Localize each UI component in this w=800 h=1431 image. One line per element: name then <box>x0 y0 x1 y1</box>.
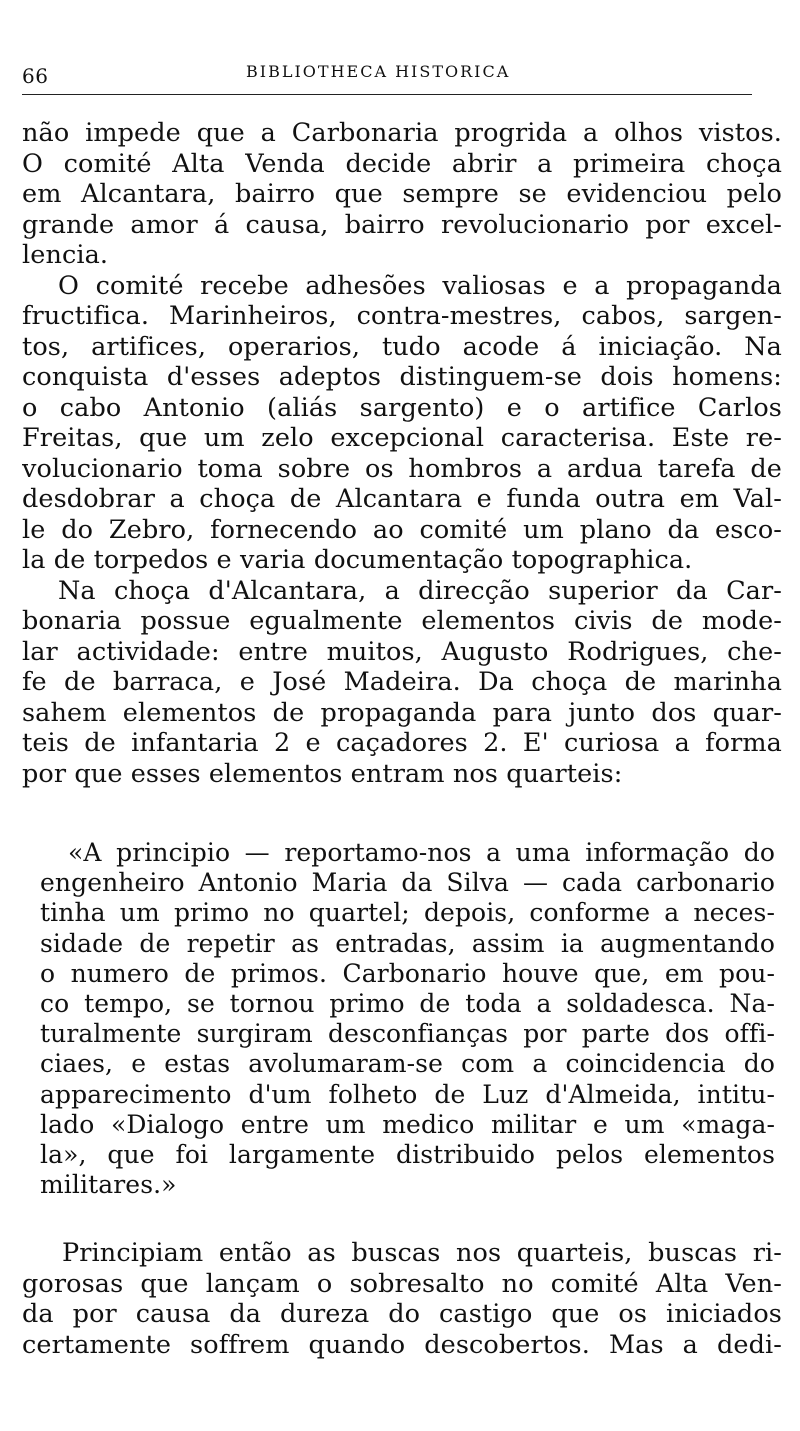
text-line: fructifica. Marinheiros, contra-mestres, cabos, sargen- <box>22 301 782 331</box>
quote-line: apparecimento d'um folheto de Luz d'Almeida, intitu- <box>40 1079 775 1109</box>
text-line: teis de infantaria 2 e caçadores 2. E' curiosa a forma <box>22 728 782 758</box>
text-line: O comité recebe adhesões valiosas e a propaganda <box>58 270 782 301</box>
main-text <box>22 118 782 789</box>
quote-line: co tempo, se tornou primo de toda a soldadesca. Na- <box>40 989 775 1019</box>
text-line: bonaria possue egualmente elementos civis de mode- <box>22 606 782 636</box>
running-title: BIBLIOTHECA HISTORICA <box>246 62 511 81</box>
quote-line: ciaes, e estas avolumaram-se com a coincidencia do <box>40 1049 775 1079</box>
quote-line: o numero de primos. Carbonario houve que, em pou- <box>40 958 775 988</box>
closing-paragraph <box>22 1238 782 1360</box>
page-header <box>22 58 752 95</box>
quote-line: tinha um primo no quartel; depois, conforme a neces- <box>40 898 775 928</box>
text-line: gorosas que lançam o sobresalto no comité Alta Ven- <box>22 1268 782 1299</box>
quote-line: la», que foi largamente distribuido pelos elementos <box>40 1140 775 1170</box>
text-line: O comité Alta Venda decide abrir a primeira choça <box>22 148 782 179</box>
text-line: Freitas, que um zelo excepcional caracterisa. Este re- <box>22 423 782 453</box>
text-line: volucionario toma sobre os hombros a ardua tarefa de <box>22 453 782 484</box>
quote-line: lado «Dialogo entre um medico militar e um «maga- <box>40 1109 775 1139</box>
text-line: por que esses elementos entram nos quarteis: <box>22 758 623 789</box>
text-line: não impede que a Carbonaria progrida a olhos vistos. <box>22 118 782 148</box>
text-line: la de torpedos e varia documentação topographica. <box>22 545 693 575</box>
text-line: desdobrar a choça de Alcantara e funda outra em Val- <box>22 484 782 514</box>
text-line: certamente soffrem quando descobertos. Mas a dedi- <box>22 1329 782 1360</box>
text-line: da por causa da dureza do castigo que os iniciados <box>22 1299 782 1329</box>
quote-line: «A principio — reportamo-nos a uma informação do <box>68 838 775 867</box>
quote-line: turalmente surgiram desconfianças por parte dos offi- <box>40 1019 775 1049</box>
text-line: tos, artifices, operarios, tudo acode á iniciação. Na <box>22 331 782 362</box>
quote-line: militares.» <box>40 1170 177 1200</box>
text-line: le do Zebro, fornecendo ao comité um plano da esco- <box>22 514 782 545</box>
text-line: em Alcantara, bairro que sempre se evidenciou pelo <box>22 179 782 209</box>
page-number: 66 <box>22 64 49 88</box>
quote-line: sidade de repetir as entradas, assim ia augmentando <box>40 928 775 958</box>
text-line: lar actividade: entre muitos, Augusto Rodrigues, che- <box>22 636 782 667</box>
text-line: conquista d'esses adeptos distinguem-se dois homens: <box>22 362 782 392</box>
text-line: sahem elementos de propaganda para junto dos quar- <box>22 697 782 728</box>
text-line: Principiam então as buscas nos quarteis, buscas ri- <box>62 1238 782 1268</box>
text-line: Na choça d'Alcantara, a direcção superior da Car- <box>58 575 782 606</box>
text-line: fe de barraca, e José Madeira. Da choça de marinha <box>22 667 782 697</box>
quote-line: engenheiro Antonio Maria da Silva — cada carbonario <box>40 868 775 898</box>
text-line: lencia. <box>22 240 109 270</box>
text-line: grande amor á causa, bairro revolucionario por excel- <box>22 209 782 240</box>
text-line: o cabo Antonio (aliás sargento) e o artifice Carlos <box>22 392 782 423</box>
block-quote <box>40 838 775 1200</box>
